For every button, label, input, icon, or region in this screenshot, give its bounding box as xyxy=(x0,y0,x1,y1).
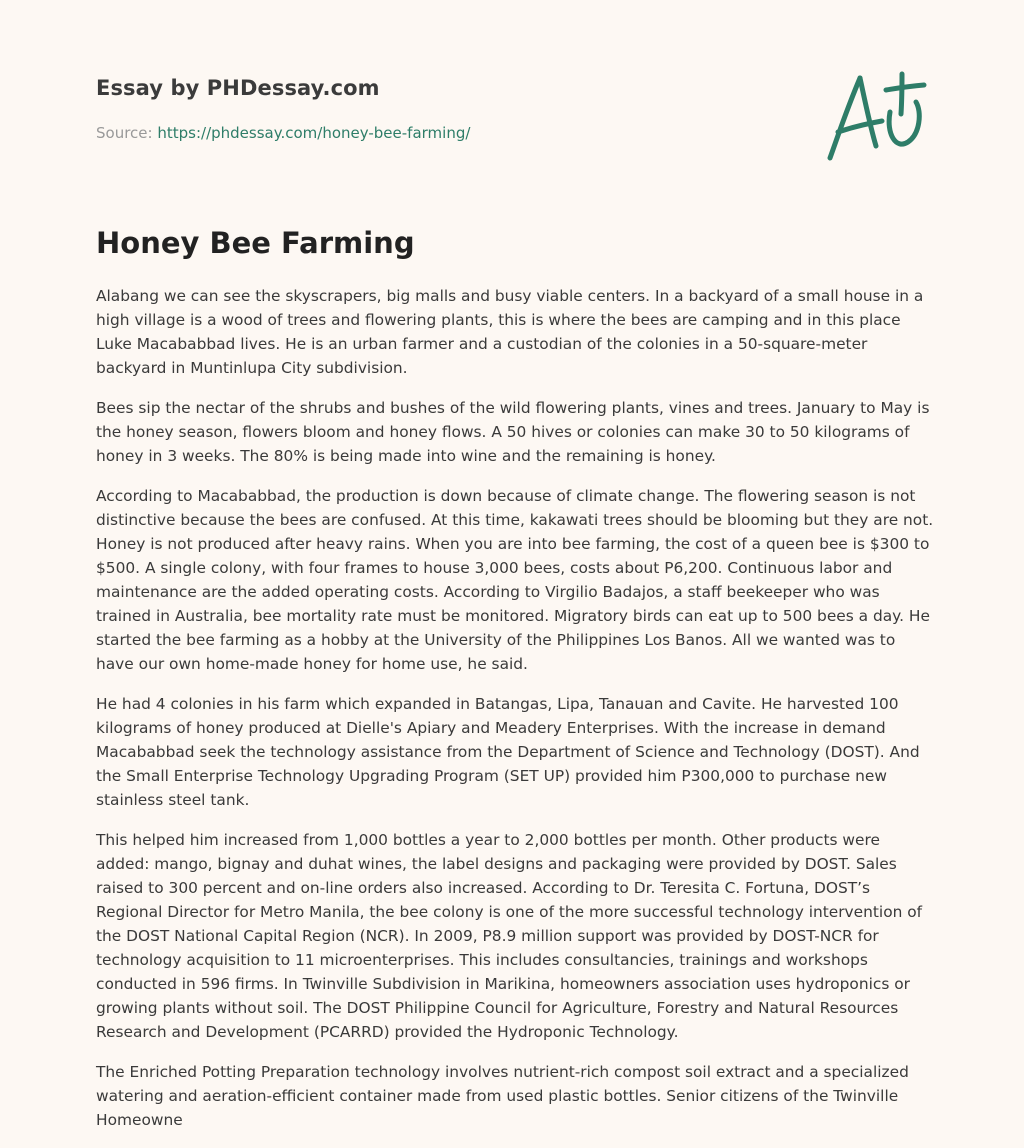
site-title: Essay by PHDessay.com xyxy=(96,76,380,100)
essay-paragraph: The Enriched Potting Preparation technology involves nutrient-rich compost soil extract and a specialized watering and aeration-efficient container made from used plastic bottles. Senior citizens of the Twinville Homeowne xyxy=(96,1063,909,1129)
essay-paragraph: This helped him increased from 1,000 bottles a year to 2,000 bottles per month. Other products were added: mango, bignay and duhat wines, the label designs and packaging were provided by DOST. Sales raised to 300 percent and on-line orders also increased. According to Dr. Teresita C. Fortuna, DOST’s Regional Director for Metro Manila, the bee colony is one of the more successful technology intervention of the DOST National Capital Region (NCR). In 2009, P8.9 million support was provided by DOST-NCR for technology acquisition to 11 microenterprises. This includes consultancies, trainings and workshops conducted in 596 firms. In Twinville Subdivision in Marikina, homeowners association uses hydroponics or growing plants without soil. The DOST Philippine Council for Agriculture, Forestry and Natural Resources Research and Development (PCARRD) provided the Hydroponic Technology. xyxy=(96,831,923,1041)
essay-paragraph: According to Macababbad, the production is down because of climate change. The flowering season is not distinctive because the bees are confused. At this time, kakawati trees should be blooming but they are not. Honey is not produced after heavy rains. When you are into bee farming, the cost of a queen bee is $300 to $500. A single colony, with four frames to house 3,000 bees, costs about P6,200. Continuous labor and maintenance are the added operating costs. According to Virgilio Badajos, a staff beekeeper who was trained in Australia, bee mortality rate must be monitored. Migratory birds can eat up to 500 bees a day. He started the bee farming as a hobby at the University of the Philippines Los Banos. All we wanted was to have our own home-made honey for home use, he said. xyxy=(96,487,934,673)
source-label: Source: xyxy=(96,124,153,142)
essay-title: Honey Bee Farming xyxy=(96,226,415,260)
source-link[interactable]: https://phdessay.com/honey-bee-farming/ xyxy=(157,124,471,142)
essay-paragraph: Bees sip the nectar of the shrubs and bushes of the wild flowering plants, vines and trees. January to May is the honey season, flowers bloom and honey flows. A 50 hives or colonies can make 30 to 50 kilograms of honey in 3 weeks. The 80% is being made into wine and the remaining is honey. xyxy=(96,399,930,465)
essay-paragraph: Alabang we can see the skyscrapers, big malls and busy viable centers. In a backyard of a small house in a high village is a wood of trees and flowering plants, this is where the bees are camping and in this place Luke Macababbad lives. He is an urban farmer and a custodian of the colonies in a 50-square-meter backyard in Muntinlupa City subdivision. xyxy=(96,287,924,377)
essay-paragraph: He had 4 colonies in his farm which expanded in Batangas, Lipa, Tanauan and Cavite. He harvested 100 kilograms of honey produced at Dielle's Apiary and Meadery Enterprises. With the increase in demand Macababbad seek the technology assistance from the Department of Science and Technology (DOST). And the Small Enterprise Technology Upgrading Program (SET UP) provided him P300,000 to purchase new stainless steel tank. xyxy=(96,695,920,809)
a-plus-logo-icon[interactable] xyxy=(820,66,930,166)
source-line xyxy=(96,124,470,142)
essay-body xyxy=(96,284,936,1148)
